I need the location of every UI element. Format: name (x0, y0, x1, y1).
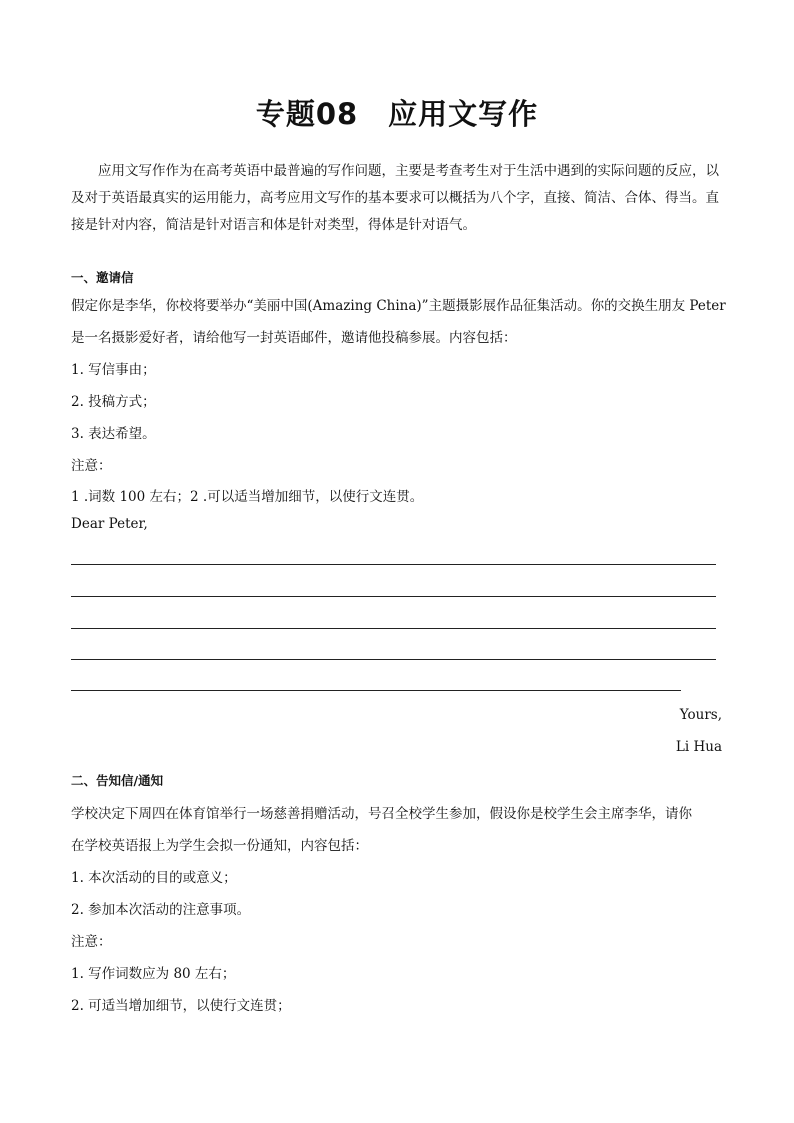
section2-note-label: 注意： (71, 934, 112, 950)
intro-paragraph: 应用文写作作为在高考英语中最普遍的写作问题，主要是考查考生对于生活中遇到的实际问题的反应，以及对于英语最真实的运用能力，高考应用文写作的基本要求可以概括为八个字，直接、简洁、合体、得当。直接是针对内容，简洁是针对语言和体是针对类型，得体是针对语气。 (71, 163, 719, 233)
section1-item-3: 3. 表达希望。 (71, 426, 156, 442)
answer-line-1[interactable] (71, 564, 716, 565)
section1-item-1: 1. 写信事由； (71, 362, 156, 378)
closing: Yours, (679, 707, 722, 723)
answer-line-5[interactable] (71, 690, 681, 691)
section2-heading: 二、告知信/通知 (71, 773, 164, 788)
salutation: Dear Peter, (71, 516, 148, 532)
page-title: 专题08 应用文写作 (255, 97, 539, 131)
section2-item-2: 2. 参加本次活动的注意事项。 (71, 902, 251, 918)
answer-line-4[interactable] (71, 659, 716, 660)
section2-prompt-line1: 学校决定下周四在体育馆举行一场慈善捐赠活动，号召全校学生参加，假设你是校学生会主席李华，请你 (71, 806, 692, 822)
answer-line-3[interactable] (71, 628, 716, 629)
answer-line-2[interactable] (71, 596, 716, 597)
section2-prompt-line2: 在学校英语报上为学生会拟一份通知，内容包括： (71, 838, 368, 854)
section2-item-1: 1. 本次活动的目的或意义； (71, 870, 237, 886)
signature: Li Hua (675, 739, 722, 755)
section1-note-text: 1 .词数 100 左右；2 .可以适当增加细节，以使行文连贯。 (71, 489, 424, 505)
section1-item-2: 2. 投稿方式； (71, 394, 156, 410)
section2-note-2: 2. 可适当增加细节，以使行文连贯； (71, 998, 291, 1014)
section1-note-label: 注意： (71, 458, 112, 474)
section2-note-1: 1. 写作词数应为 80 左右； (71, 966, 236, 982)
section1-prompt-line1: 假定你是李华，你校将要举办“美丽中国(Amazing China)”主题摄影展作品征集活动。你的交换生朋友 Peter (71, 298, 726, 314)
section1-heading: 一、邀请信 (71, 270, 134, 285)
section1-prompt-line2: 是一名摄影爱好者，请给他写一封英语邮件，邀请他投稿参展。内容包括： (71, 330, 517, 346)
